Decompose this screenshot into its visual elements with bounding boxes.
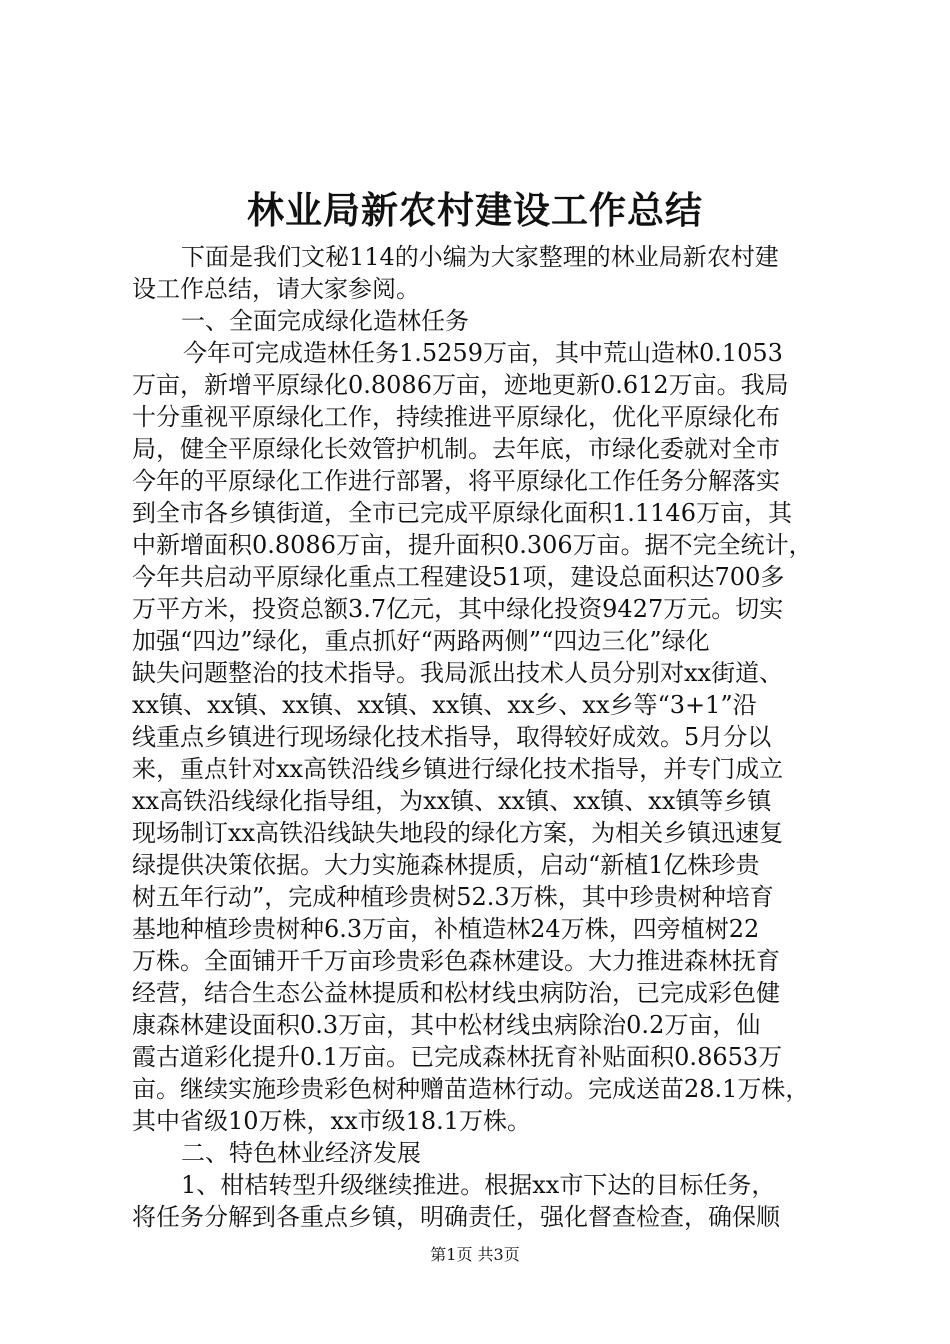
body-line: 设工作总结，请大家参阅。 [132, 275, 420, 303]
body-line: 到全市各乡镇街道，全市已完成平原绿化面积1.1146万亩，其 [132, 499, 792, 527]
body-line: xx高铁沿线绿化指导组，为xx镇、xx镇、xx镇、xx镇等乡镇 [132, 787, 772, 815]
body-line: 将任务分解到各重点乡镇，明确责任，强化督查检查，确保顺 [132, 1203, 780, 1231]
body-line: 树五年行动”，完成种植珍贵树52.3万株，其中珍贵树种培育 [132, 883, 774, 911]
body-line: 来，重点针对xx高铁沿线乡镇进行绿化技术指导，并专门成立 [132, 755, 784, 783]
body-line: 加强“四边”绿化，重点抓好“两路两侧”“四边三化”绿化 [132, 627, 710, 655]
body-line: 线重点乡镇进行现场绿化技术指导，取得较好成效。5月分以 [132, 723, 772, 751]
body-line: xx镇、xx镇、xx镇、xx镇、xx镇、xx乡、xx乡等“3+1”沿 [132, 691, 757, 719]
body-line: 万株。全面铺开千万亩珍贵彩色森林建设。大力推进森林抚育 [132, 947, 780, 975]
body-line: 亩。继续实施珍贵彩色树种赠苗造林行动。完成送苗28.1万株， [132, 1075, 810, 1103]
page-number-footer: 第1页 共3页 [430, 1245, 520, 1264]
body-line: 中新增面积0.8086万亩，提升面积0.306万亩。据不完全统计， [132, 531, 813, 559]
body-line: 局，健全平原绿化长效管护机制。去年底，市绿化委就对全市 [132, 435, 780, 463]
body-line: 下面是我们文秘114的小编为大家整理的林业局新农村建 [181, 243, 779, 271]
body-line: 现场制订xx高铁沿线缺失地段的绿化方案，为相关乡镇迅速复 [132, 819, 784, 847]
body-line: 康森林建设面积0.3万亩，其中松材线虫病除治0.2万亩，仙 [132, 1011, 761, 1039]
body-line: 基地种植珍贵树种6.3万亩，补植造林24万株，四旁植树22 [132, 915, 760, 943]
section-heading: 一、全面完成绿化造林任务 [181, 307, 469, 335]
body-line: 十分重视平原绿化工作，持续推进平原绿化，优化平原绿化布 [132, 403, 780, 431]
body-line: 经营，结合生态公益林提质和松材线虫病防治，已完成彩色健 [132, 979, 780, 1007]
body-line: 绿提供决策依据。大力实施森林提质，启动“新植1亿株珍贵 [132, 851, 760, 879]
body-line: 今年共启动平原绿化重点工程建设51项，建设总面积达700多 [132, 563, 785, 591]
body-line: 其中省级10万株，xx市级18.1万株。 [132, 1107, 532, 1135]
body-line: 1、柑桔转型升级继续推进。根据xx市下达的目标任务， [181, 1171, 776, 1199]
document-title: 林业局新农村建设工作总结 [247, 188, 703, 232]
body-line: 万平方米，投资总额3.7亿元，其中绿化投资9427万元。切实 [132, 595, 784, 623]
body-line: 缺失问题整治的技术指导。我局派出技术人员分别对xx街道、 [132, 659, 784, 687]
section-heading: 二、特色林业经济发展 [181, 1139, 421, 1167]
body-line: 今年的平原绿化工作进行部署，将平原绿化工作任务分解落实 [132, 467, 780, 495]
body-line: 霞古道彩化提升0.1万亩。已完成森林抚育补贴面积0.8653万 [132, 1043, 783, 1071]
body-line: 今年可完成造林任务1.5259万亩，其中荒山造林0.1053 [183, 339, 783, 367]
body-line: 万亩，新增平原绿化0.8086万亩，迹地更新0.612万亩。我局 [132, 371, 789, 399]
